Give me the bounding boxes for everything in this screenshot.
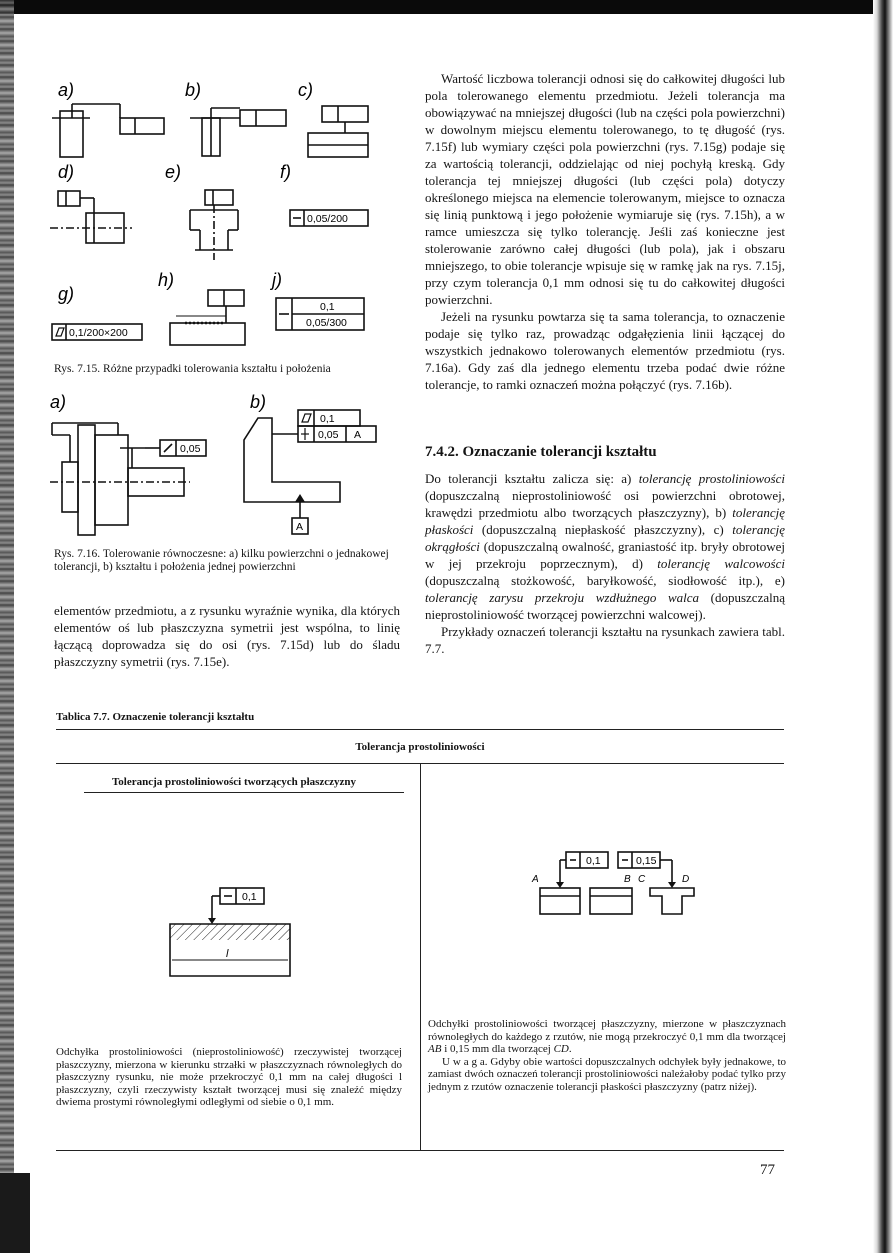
right-paragraph-1: Wartość liczbowa tolerancji odnosi się do całkowitej długości lub pola tolerowanego elementu przedmiotu. Jeżeli tolerancja ma obowiązywać na mniejszej długości (lub na części pola powierzchni) w dowolnym miejscu elementu tolerowanego, to tę długość (rys. 7.15f) lub wymiary części pola powierzchni (rys. 7.15g) podaje się za wartością tolerancji, oddzielając od niej pochyłą kreską. Gdy tolerancja tej mniejszej długości (lub części pola) dotyczy określonego miejsca na elemencie tolerowanym, miejsce to oznacza się linią punktową i jego położenie wymiaruje się (rys. 7.15h), a w ramce umieszcza się tylko tolerancję. Jeśli zaś konieczne jest stolerowanie zarówno całej długości (lub pola), jak i obszaru mniejszego, to obie tolerancje wpisuje się w ramkę jak na rys. 7.15j, przy czym tolerancja 0,1 mm odnosi się tu do całkowitej długości powierzchni. [425, 71, 785, 307]
scan-edge-right [873, 0, 893, 1253]
label-j: j) [272, 270, 282, 290]
label-7-16-b: b) [250, 392, 267, 412]
frame-b-bottom: 0,05 [318, 429, 339, 441]
left-dim-label: l [226, 948, 229, 960]
frame-a-value: 0,05 [180, 443, 201, 455]
figure-7-16-caption: Rys. 7.16. Tolerowanie równoczesne: a) kilku powierzchni o jednakowej tolerancji, b) kształtu i położenia jednej powierzchni [54, 548, 389, 573]
table-left-title-rule [84, 792, 404, 793]
frame-j-top: 0,1 [320, 301, 335, 313]
segment-cd: CD [553, 1043, 569, 1055]
p3-mid-3: (dopuszczalną owalność, graniastość itp. bryły obrotowej w jej przekroju poprzecznym), d) [425, 539, 785, 571]
table-header: Tolerancja prostoliniowości [355, 741, 485, 753]
p3-lead: Do tolerancji kształtu zalicza się: a) [425, 471, 639, 486]
table-left-text: Odchyłka prostoliniowości (nieprostoliniowość) rzeczywistej tworzącej płaszczyzny, mierzona w kierunku strzałki w płaszczyznach równoległych do płaszczyzny rysunku, nie może przekroczyć 0,1 mm na całej długości l płaszczyzny, czyli rzeczywisty kształt tworzącej musi się znaleźć między dwiema prostymi równoległymi odległymi od siebie o 0,1 mm. [56, 1046, 402, 1108]
section-heading: 7.4.2. Oznaczanie tolerancji kształtu [425, 444, 657, 460]
left-frame-value: 0,1 [242, 891, 257, 903]
letter-a: A [532, 874, 539, 885]
label-e: e) [165, 162, 182, 182]
figure-7-15-caption: Rys. 7.15. Różne przypadki tolerowania kształtu i położenia [54, 363, 331, 375]
table-left-title: Tolerancja prostoliniowości tworzących płaszczyzny [111, 776, 357, 788]
page-number: 77 [760, 1162, 775, 1178]
term-3: tolerancję okrągłości [425, 522, 785, 554]
right-note-2 [428, 1056, 786, 1094]
right-column-text [425, 70, 785, 393]
right-paragraph-4: Przykłady oznaczeń tolerancji kształtu na rysunkach zawiera tabl. 7.7. [425, 624, 785, 656]
right-paragraph-3 [425, 470, 785, 623]
uwaga-label: U w a g a [442, 1055, 485, 1068]
table-bottom-rule [56, 1150, 784, 1151]
label-c: c) [298, 80, 313, 100]
right-frame-2-value: 0,15 [636, 855, 657, 867]
label-d: d) [58, 162, 75, 182]
frame-b-datum: A [354, 429, 362, 441]
scan-edge-left [0, 0, 14, 1253]
right-note-1-end: . [568, 1043, 572, 1055]
letter-c: C [638, 874, 646, 885]
right-note-2-body: . Gdyby obie wartości dopuszczalnych odchyłek były jednakowe, to zamiast dwóch oznaczeń tolerancji prostoliniowości należałoby podać tylko przy jednym z rzutów oznaczenie tolerancji płaskości płaszczyzny (patrz niżej). [428, 1055, 786, 1093]
term-2: tolerancję płaskości [425, 505, 785, 537]
right-note-1-pre: Odchyłki prostoliniowości tworzącej płaszczyzny, mierzone w płaszczyznach równoległych do każdego z rzutów, nie mogą przekroczyć 0,1 mm dla tworzącej [428, 1018, 786, 1043]
scan-edge-top [0, 0, 893, 14]
letter-d: D [682, 874, 690, 885]
table-column-divider [420, 763, 421, 1150]
label-a: a) [58, 80, 75, 100]
label-7-16-a: a) [50, 392, 67, 412]
right-frame-1-value: 0,1 [586, 855, 601, 867]
left-column-text [54, 602, 400, 670]
label-b: b) [185, 80, 202, 100]
table-right-figure [530, 840, 710, 925]
frame-g-value: 0,1/200×200 [69, 327, 128, 339]
p3-mid-2: (dopuszczalną niepłaskość płaszczyzny), c) [473, 522, 733, 537]
figure-7-16 [40, 390, 385, 540]
table-title: Tablica 7.7. Oznaczenie tolerancji kształtu [56, 711, 255, 723]
segment-ab: AB [428, 1043, 442, 1055]
right-note-1 [428, 1018, 786, 1056]
left-paragraph: elementów przedmiotu, a z rysunku wyraźnie wynika, dla których elementów oś lub płaszczyzna symetrii jest wspólna, to linię łączącą doprowadza się do osi (rys. 7.15d) lub do śladu płaszczyzny symetrii (rys. 7.15e). [54, 603, 400, 669]
label-h: h) [158, 270, 175, 290]
label-f: f) [280, 162, 291, 182]
term-5: tolerancję zarysu przekroju wzdłużnego walca [425, 590, 700, 605]
label-g: g) [58, 284, 75, 304]
right-note-1-mid: i 0,15 mm dla tworzącej [441, 1043, 554, 1055]
table-top-rule [56, 729, 784, 730]
figure-7-15 [40, 78, 385, 363]
right-paragraph-2: Jeżeli na rysunku powtarza się ta sama tolerancja, to oznaczenie podaje się tylko raz, prowadząc odgałęzienia linii łączącej do wszystkich jednakowo tolerowanych elementów przedmiotu (rys. 7.16a). Gdy zaś dla jednego elementu trzeba podać dwie różne tolerancje, to ramki oznaczeń można połączyć (rys. 7.16b). [425, 309, 785, 392]
datum-box-label: A [296, 521, 304, 533]
term-4: tolerancję walcowości [657, 556, 785, 571]
table-left-figure [160, 880, 310, 990]
scan-corner [0, 1173, 30, 1253]
term-1: tolerancję prostoliniowości [638, 471, 785, 486]
frame-b-top: 0,1 [320, 413, 335, 425]
table-right-text [428, 1018, 786, 1093]
p3-mid-1: (dopuszczalną nieprostoliniowość osi powierzchni obrotowej, krawędzi przedmiotu albo tworzących płaszczyzny), b) [425, 488, 785, 520]
p3-end: (dopuszczalną nieprostoliniowość tworzącej powierzchni walcowej). [425, 590, 785, 622]
letter-b: B [624, 874, 631, 885]
p3-mid-4: (dopuszczalną stożkowość, baryłkowość, siodłowość itp.), e) [425, 573, 785, 588]
frame-j-bottom: 0,05/300 [306, 317, 347, 329]
right-column-text-2 [425, 470, 785, 657]
frame-f-value: 0,05/200 [307, 213, 348, 225]
